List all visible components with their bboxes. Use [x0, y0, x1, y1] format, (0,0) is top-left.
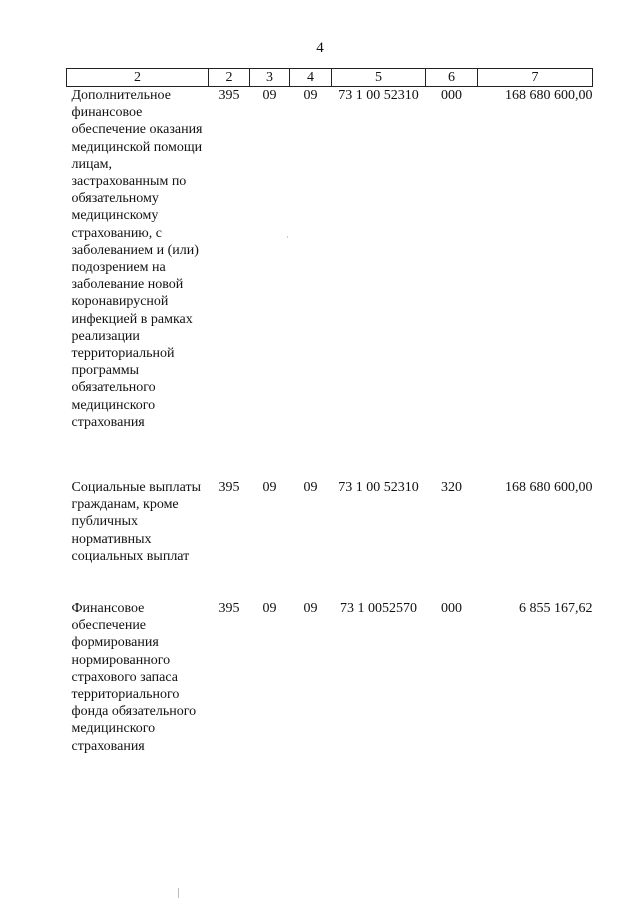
column-header: 2	[67, 69, 209, 87]
row-col3: 09	[262, 601, 277, 616]
row-col3: 09	[262, 480, 277, 495]
row-col2: 395	[218, 480, 240, 495]
table-header-row	[67, 69, 593, 87]
row-name: Финансовое обеспечение формирования нормированного страхового запаса территориального фонда обязательного медицинского страхования	[71, 601, 197, 754]
row-name: Дополнительное финансовое обеспечение оказания медицинской помощи лицам, застрахованным по обязательному медицинскому страхованию, с заболеванием и (или) подозрением на заболевание новой коронавирусной инфекцией в рамках реализации территориальной программы обязательного медицинского страхования	[71, 88, 203, 430]
row-name: Социальные выплаты гражданам, кроме публичных нормативных социальных выплат	[71, 480, 202, 564]
row-col5: 73 1 0052570	[340, 601, 417, 616]
row-col5: 73 1 00 52310	[338, 88, 419, 103]
row-col3: 09	[262, 88, 277, 103]
row-col6: 320	[441, 480, 462, 495]
column-header: 5	[332, 69, 426, 87]
column-header: 7	[478, 69, 593, 87]
row-col5: 73 1 00 52310	[338, 480, 419, 495]
column-header: 4	[290, 69, 332, 87]
row-amount: 168 680 600,00	[505, 88, 593, 103]
table-row	[67, 87, 593, 480]
budget-table	[66, 68, 593, 755]
row-col6: 000	[441, 601, 462, 616]
scan-artifact	[178, 888, 179, 898]
row-col4: 09	[303, 601, 318, 616]
row-col6: 000	[441, 88, 462, 103]
column-header: 3	[250, 69, 290, 87]
table-row	[67, 479, 593, 600]
table-row	[67, 600, 593, 755]
column-header: 2	[209, 69, 250, 87]
scan-artifact	[287, 236, 288, 238]
column-header: 6	[426, 69, 478, 87]
row-col2: 395	[218, 88, 240, 103]
row-amount: 6 855 167,62	[519, 601, 593, 616]
page-number: 4	[316, 40, 324, 56]
row-col4: 09	[303, 88, 318, 103]
row-col4: 09	[303, 480, 318, 495]
row-amount: 168 680 600,00	[505, 480, 593, 495]
row-col2: 395	[218, 601, 240, 616]
